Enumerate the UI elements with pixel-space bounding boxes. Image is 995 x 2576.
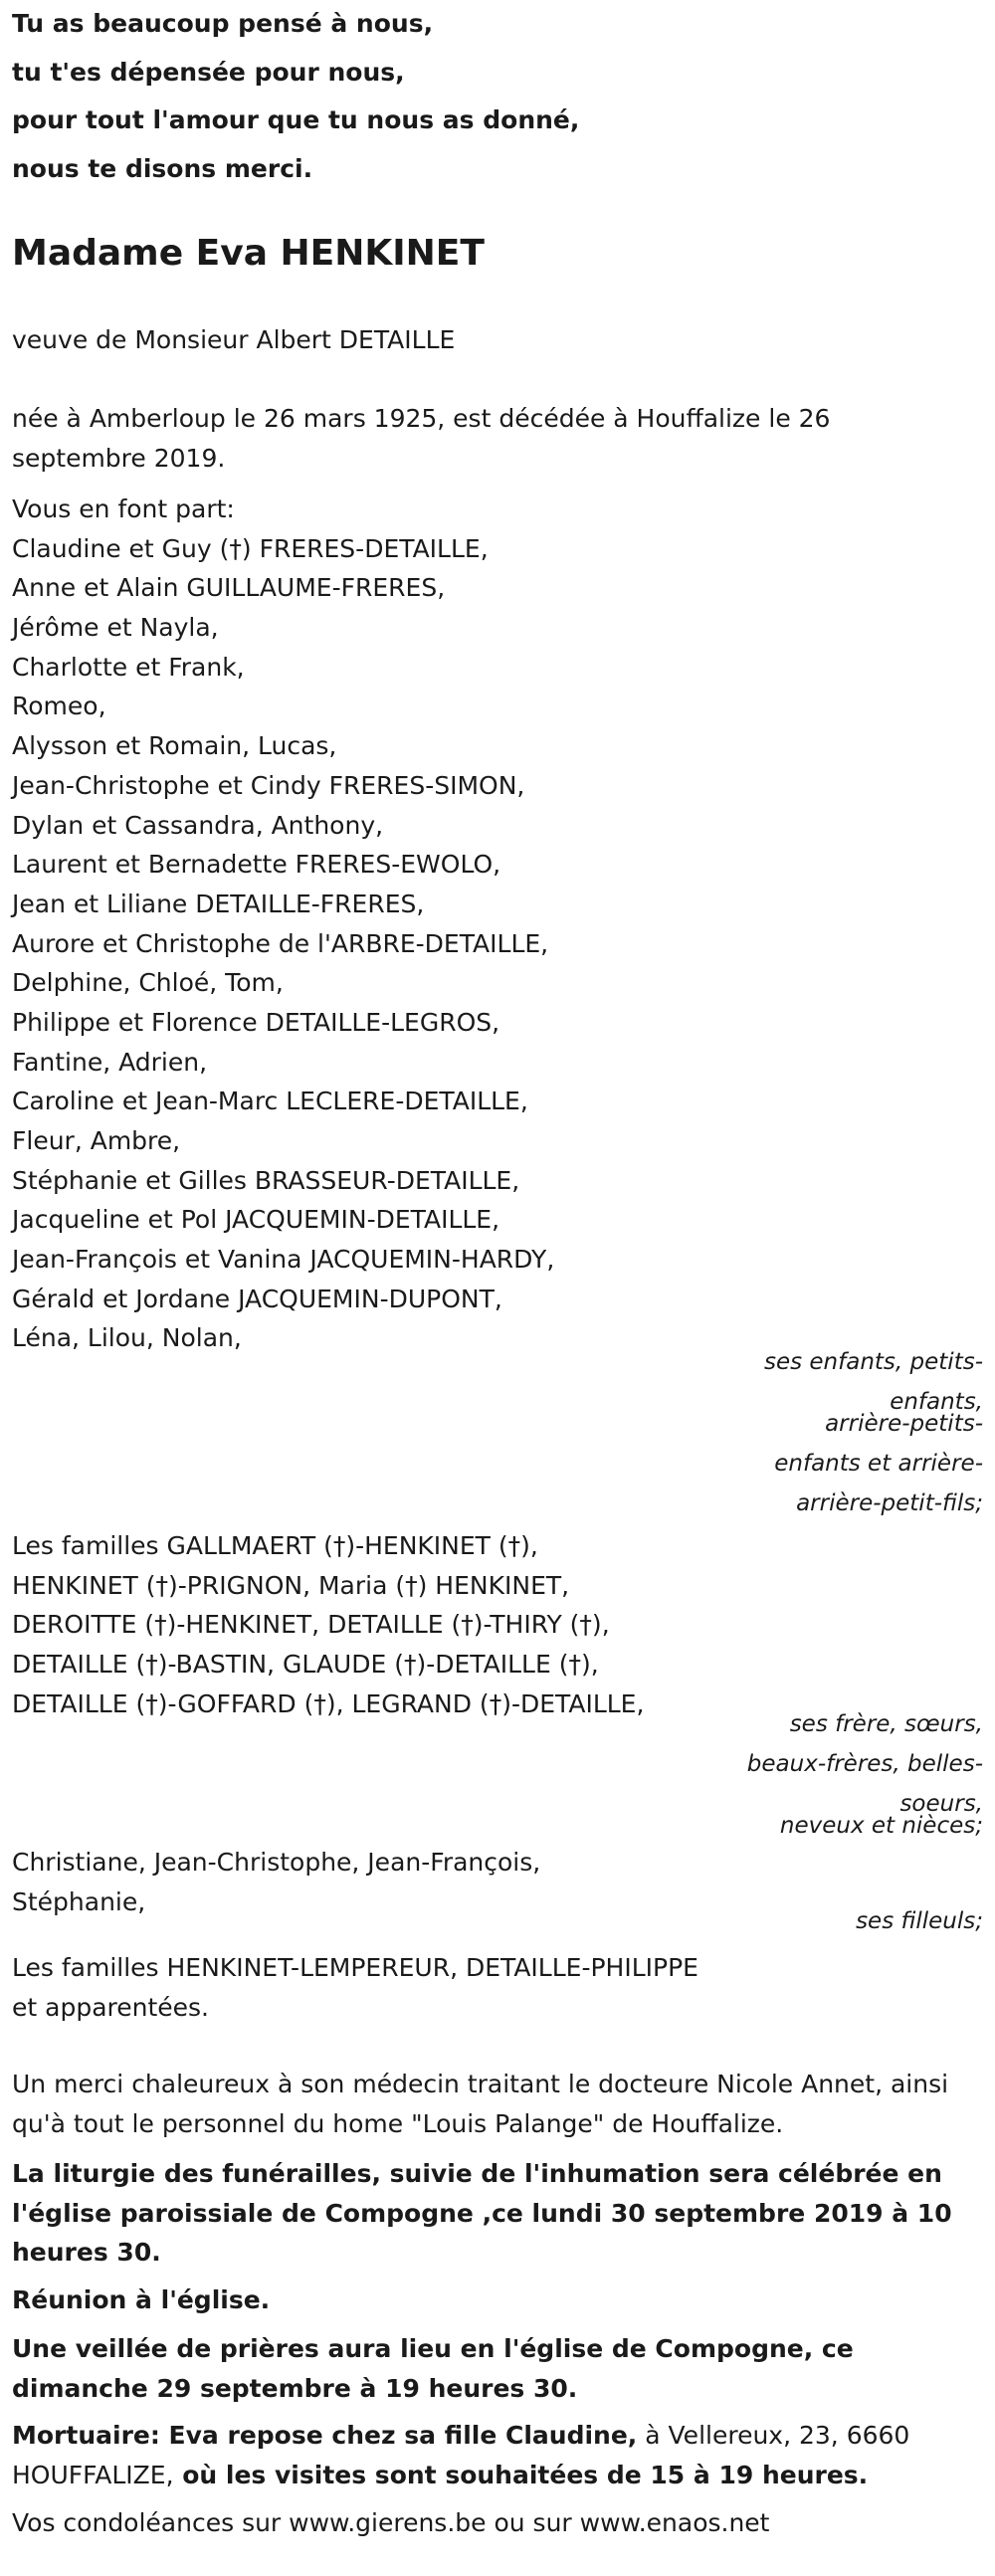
list-item: Fleur, Ambre, [12, 1126, 181, 1155]
list-item: Aurore et Christophe de l'ARBRE-DETAILLE, [12, 928, 549, 958]
vigil-paragraph: Une veillée de prières aura lieu en l'église de Compogne, ce dimanche 29 septembre à 19 heures 30. [12, 2334, 854, 2403]
list-item: Jean-François et Vanina JACQUEMIN-HARDY, [12, 1245, 555, 1275]
thanks-paragraph: Un merci chaleureux à son médecin traitant le docteure Nicole Annet, ainsi qu'à tout le personnel du home "Louis Palange" de Houffalize. [12, 2070, 949, 2138]
relation-line: soeurs, [899, 1791, 983, 1817]
other-families [12, 1948, 977, 2027]
list-item: Les familles HENKINET-LEMPEREUR, DETAILLE-PHILIPPE [12, 1953, 698, 1982]
poem-line: tu t'es dépensée pour nous, [12, 57, 405, 87]
list-item: Laurent et Bernadette FRERES-EWOLO, [12, 850, 501, 880]
mortuary-visits: où les visites sont souhaitées de 15 à 19 heures. [173, 2460, 869, 2489]
poem-line: nous te disons merci. [12, 153, 313, 183]
relation-line: enfants et arrière- [774, 1451, 983, 1477]
list-item: Vous en font part: [12, 495, 235, 523]
relation-godchildren: ses filleuls; [856, 1908, 983, 1934]
widow-line: veuve de Monsieur Albert DETAILLE [12, 325, 456, 354]
poem-line: pour tout l'amour que tu nous as donné, [12, 105, 580, 134]
meeting-info: Réunion à l'église. [12, 2285, 271, 2314]
relation-line: beaux-frères, belles- [746, 1751, 983, 1777]
list-item: Claudine et Guy (†) FRERES-DETAILLE, [12, 533, 489, 563]
deceased-name: Madame Eva HENKINET [12, 233, 485, 274]
mortuary-paragraph [12, 2416, 917, 2494]
list-item: Alysson et Romain, Lucas, [12, 731, 337, 761]
families-list [12, 1526, 977, 1723]
liturgy-paragraph: La liturgie des funérailles, suivie de l'inhumation sera célébrée en l'église paroissiale de Compogne ,ce lundi 30 septembre 2019 à 10 heures 30. [12, 2159, 952, 2267]
list-item: Gérald et Jordane JACQUEMIN-DUPONT, [12, 1284, 502, 1313]
relation-siblings [724, 1704, 983, 1846]
condolences-line: Vos condoléances sur www.gierens.be ou sur www.enaos.net [12, 2508, 770, 2537]
mortuary-address: à Vellereux, 23, 6660 HOUFFALIZE, [12, 2421, 910, 2489]
relation-line: ses frère, sœurs, [789, 1711, 983, 1737]
relation-line: neveux et nièces; [779, 1813, 983, 1839]
mortuary-bold-text: Mortuaire: Eva repose chez sa fille Claudine, [12, 2421, 638, 2450]
list-item: Jean-Christophe et Cindy FRERES-SIMON, [12, 770, 525, 800]
list-item: HENKINET (†)-PRIGNON, Maria (†) HENKINET, [12, 1570, 570, 1600]
list-item: Jérôme et Nayla, [12, 613, 219, 643]
list-item: Christiane, Jean-Christophe, Jean-François, [12, 1848, 541, 1877]
list-item: Jean et Liliane DETAILLE-FRERES, [12, 889, 425, 918]
relation-line: arrière-petits- [825, 1411, 983, 1437]
relation-line: ses enfants, petits- [763, 1349, 983, 1375]
relation-line: enfants, [890, 1389, 983, 1415]
poem-line: Tu as beaucoup pensé à nous, [12, 9, 434, 38]
relation-line: arrière-petit-fils; [796, 1490, 983, 1516]
list-item: Delphine, Chloé, Tom, [12, 968, 284, 998]
list-item: DEROITTE (†)-HENKINET, DETAILLE (†)-THIRY (†), [12, 1610, 610, 1640]
poem [12, 0, 977, 193]
list-item: Caroline et Jean-Marc LECLERE-DETAILLE, [12, 1087, 528, 1116]
list-item: Stéphanie et Gilles BRASSEUR-DETAILLE, [12, 1165, 520, 1195]
list-item: Philippe et Florence DETAILLE-LEGROS, [12, 1007, 500, 1037]
relation-children [724, 1342, 983, 1523]
list-item: Dylan et Cassandra, Anthony, [12, 810, 384, 840]
list-item: DETAILLE (†)-BASTIN, GLAUDE (†)-DETAILLE (†), [12, 1650, 599, 1680]
list-item: Léna, Lilou, Nolan, [12, 1323, 242, 1353]
list-item: Charlotte et Frank, [12, 652, 245, 682]
list-item: Anne et Alain GUILLAUME-FRERES, [12, 573, 446, 603]
list-item: Jacqueline et Pol JACQUEMIN-DETAILLE, [12, 1205, 500, 1235]
list-item: Fantine, Adrien, [12, 1047, 208, 1077]
announcers-list [12, 490, 977, 1358]
birth-death-info: née à Amberloup le 26 mars 1925, est décédée à Houffalize le 26 septembre 2019. [12, 404, 831, 473]
list-item: Stéphanie, [12, 1886, 146, 1916]
list-item: Les familles GALLMAERT (†)-HENKINET (†), [12, 1531, 538, 1560]
list-item: Romeo, [12, 692, 106, 721]
list-item: DETAILLE (†)-GOFFARD (†), LEGRAND (†)-DETAILLE, [12, 1688, 645, 1718]
list-item: et apparentées. [12, 1992, 209, 2022]
